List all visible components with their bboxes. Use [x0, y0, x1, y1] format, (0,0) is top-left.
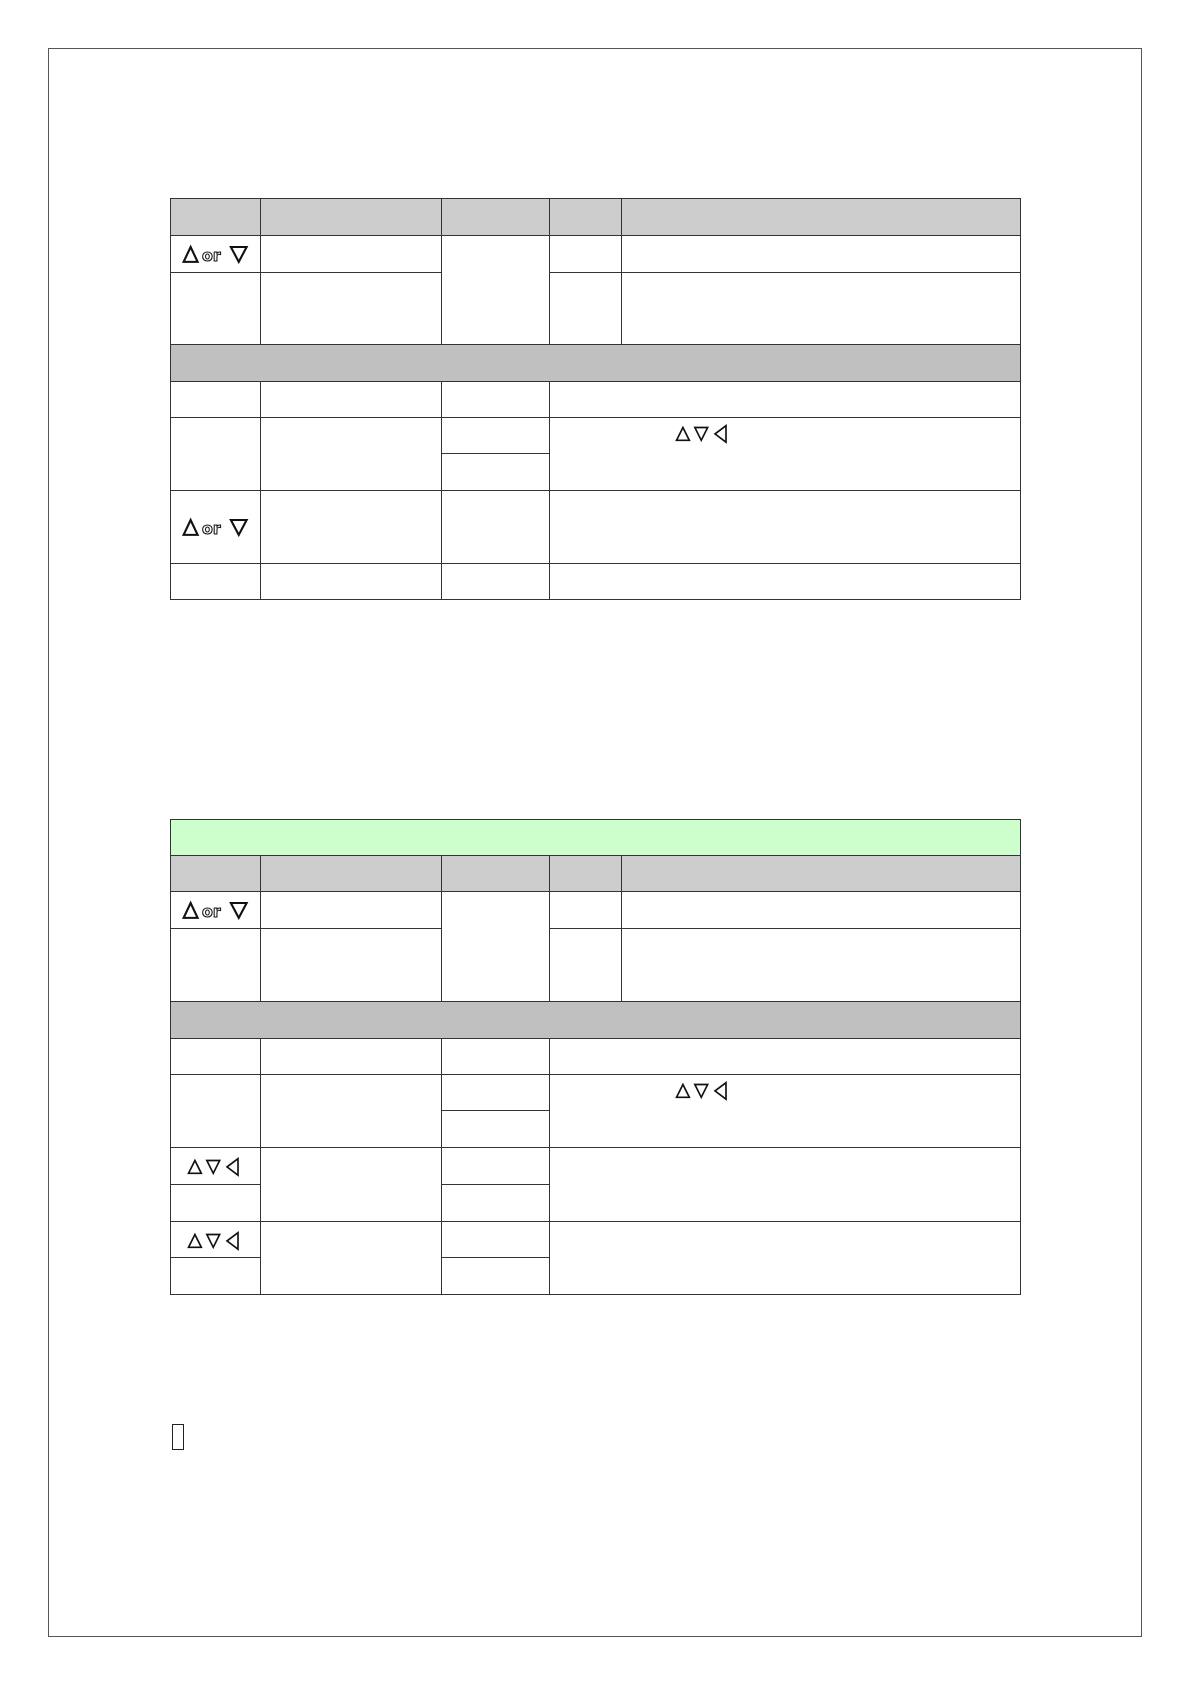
mode-cell [442, 454, 550, 491]
key-cell [171, 418, 261, 491]
action-cell [261, 418, 442, 491]
svg-text:or: or [201, 902, 221, 921]
table-header-row [171, 856, 1021, 892]
mode-cell [442, 1258, 550, 1295]
header-cell [171, 199, 261, 236]
mode-cell [442, 1111, 550, 1148]
action-cell [261, 1148, 442, 1222]
section-band [171, 345, 1021, 382]
table-row [171, 1148, 1021, 1185]
table-row [171, 273, 1021, 345]
section-band-row [171, 1002, 1021, 1039]
header-cell [550, 856, 622, 892]
action-cell [261, 382, 442, 418]
table-row [171, 564, 1021, 600]
description-cell [550, 491, 1021, 564]
table-row [171, 1039, 1021, 1075]
key-cell [171, 1075, 261, 1148]
mode-cell [442, 382, 550, 418]
svg-text:or: or [201, 246, 221, 265]
action-cell [261, 236, 442, 273]
mode-cell [442, 491, 550, 564]
section-band-row [171, 345, 1021, 382]
mode-cell [442, 418, 550, 454]
description-cell [550, 382, 1021, 418]
table-row [171, 382, 1021, 418]
display-cell [550, 273, 622, 345]
description-cell [622, 273, 1021, 345]
up-down-left-triangle-icons [186, 1229, 246, 1251]
mode-cell [442, 1075, 550, 1111]
up-or-down-arrow-icon [181, 899, 251, 921]
display-cell [550, 929, 622, 1002]
mode-cell [442, 892, 550, 1002]
description-cell [550, 564, 1021, 600]
mode-cell [442, 564, 550, 600]
header-cell [261, 199, 442, 236]
title-band-row [171, 820, 1021, 856]
key-cell [171, 929, 261, 1002]
up-down-left-triangle-icons [186, 1155, 246, 1177]
action-cell [261, 1039, 442, 1075]
table-header-row [171, 199, 1021, 236]
mode-cell [442, 1148, 550, 1185]
description-cell [550, 1039, 1021, 1075]
svg-text:or: or [201, 519, 221, 538]
header-cell [442, 856, 550, 892]
table-row [171, 1222, 1021, 1258]
header-cell [261, 856, 442, 892]
up-or-down-arrow-icon [181, 516, 251, 538]
description-cell [622, 236, 1021, 273]
key-cell [171, 1185, 261, 1222]
key-cell [171, 382, 261, 418]
header-cell [622, 199, 1021, 236]
display-cell [550, 236, 622, 273]
key-operation-table-2 [170, 819, 1021, 1295]
action-cell [261, 273, 442, 345]
action-cell [261, 1222, 442, 1295]
up-down-left-triangle-icons [674, 422, 734, 444]
mode-cell [442, 1185, 550, 1222]
table-row [171, 892, 1021, 929]
display-cell [550, 892, 622, 929]
description-cell [550, 418, 1021, 491]
action-cell [261, 892, 442, 929]
mode-cell [442, 1222, 550, 1258]
description-cell [550, 1075, 1021, 1148]
action-cell [261, 564, 442, 600]
table-row [171, 418, 1021, 454]
header-cell [171, 856, 261, 892]
key-cell [171, 236, 261, 273]
description-cell [622, 929, 1021, 1002]
key-cell [171, 1148, 261, 1185]
header-cell [550, 199, 622, 236]
key-cell [171, 1039, 261, 1075]
table-row [171, 236, 1021, 273]
description-cell [550, 1222, 1021, 1295]
action-cell [261, 929, 442, 1002]
key-operation-table-1 [170, 198, 1021, 600]
section-band [171, 1002, 1021, 1039]
mode-cell [442, 1039, 550, 1075]
table-title-band [171, 820, 1021, 856]
table-row [171, 929, 1021, 1002]
key-cell [171, 564, 261, 600]
key-cell [171, 892, 261, 929]
key-cell [171, 491, 261, 564]
table-row [171, 491, 1021, 564]
description-cell [622, 892, 1021, 929]
mode-cell [442, 236, 550, 345]
table-row [171, 1075, 1021, 1111]
header-cell [442, 199, 550, 236]
action-cell [261, 491, 442, 564]
key-cell [171, 1258, 261, 1295]
up-or-down-arrow-icon [181, 243, 251, 265]
header-cell [622, 856, 1021, 892]
key-cell [171, 1222, 261, 1258]
up-down-left-triangle-icons [674, 1079, 734, 1101]
placeholder-box-glyph [172, 1424, 184, 1450]
action-cell [261, 1075, 442, 1148]
description-cell [550, 1148, 1021, 1222]
key-cell [171, 273, 261, 345]
